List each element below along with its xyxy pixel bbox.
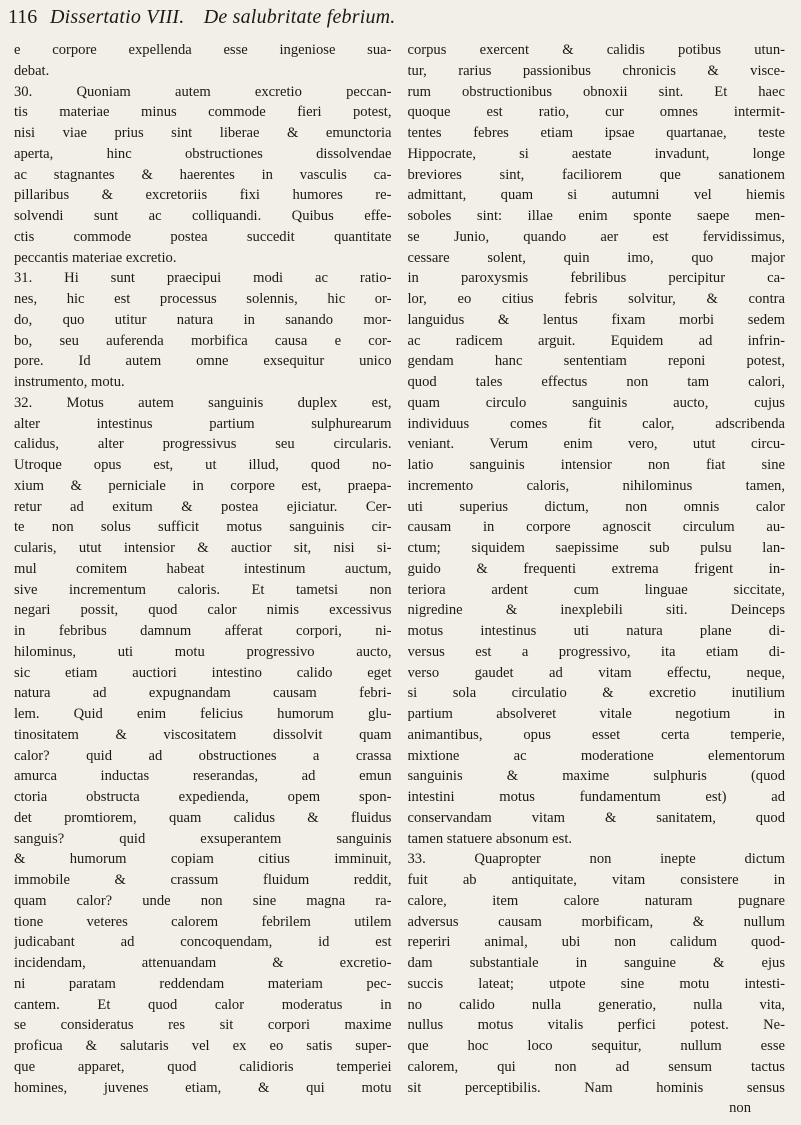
running-title-dissertation: Dissertatio VIII. — [50, 6, 185, 28]
text-line: intestini motus fundamentum est) ad — [407, 789, 785, 805]
text-line: tamen statuere absonum est. — [407, 830, 573, 847]
text-line: si sola circulatio & excretio inutilium — [407, 685, 785, 702]
text-line: lem. Quid enim felicius humorum glu- — [14, 706, 392, 722]
text-line: mul comitem habeat intestinum auctum, — [14, 560, 392, 577]
text-line: soboles sint: illae enim sponte saepe men- — [407, 208, 785, 224]
text-line: 30. Quoniam autem excretio peccan- — [14, 83, 392, 100]
text-line: bo, seu auferenda morbifica causa e cor- — [14, 332, 392, 349]
text-line: succis lateat; utpote sine motu intesti- — [407, 975, 785, 992]
page-number: 116 — [8, 6, 38, 28]
text-line: quoque est ratio, cur omnes intermit- — [407, 104, 785, 121]
text-line: que apparet, quod calidioris temperiei — [14, 1058, 392, 1075]
text-line: se Junio, quando aer est fervidissimus, — [407, 228, 785, 245]
text-line: dam substantiale in sanguine & ejus — [407, 955, 785, 971]
text-line: negari possit, quod calor nimis excessivus — [14, 602, 392, 619]
text-line: rum obstructionibus obnoxii sint. Et haec — [407, 83, 785, 100]
text-columns — [8, 40, 785, 1098]
text-line: lor, eo citius febris solvitur, & contra — [407, 291, 785, 307]
text-line: aperta, hinc obstructiones dissolvendae — [14, 145, 392, 162]
text-line: fuit ab antiquitate, vitam consistere in — [407, 872, 785, 888]
text-line: det promtiorem, quam calidus & fluidus — [14, 809, 392, 826]
text-line: individuus comes fit calor, adscribenda — [407, 415, 785, 432]
text-line: guido & frequenti extrema frigent in- — [407, 560, 785, 577]
text-line: sic etiam auctiori intestino calido eget — [14, 664, 392, 681]
text-line: motus intestinus uti natura plane di- — [407, 623, 785, 639]
text-line: corpus exercent & calidis potibus utun- — [407, 42, 785, 58]
text-line: verso gaudet ad vitam effectu, neque, — [407, 664, 785, 681]
text-line: breviores sint, faciliorem que sanationem — [407, 166, 785, 183]
text-line: reperiri animal, ubi non calidum quod- — [407, 934, 785, 951]
text-line: se consideratus res sit corpori maxime — [14, 1017, 392, 1034]
text-line: sit perceptibilis. Nam hominis sensus — [407, 1079, 785, 1096]
text-line: nes, hic est processus solennis, hic or- — [14, 291, 392, 307]
running-header — [8, 6, 785, 40]
text-line: quam calor? unde non sine magna ra- — [14, 892, 392, 909]
text-line: mixtione ac moderatione elementorum — [407, 747, 785, 764]
text-line: retur ad exitum & postea ejiciatur. Cer- — [14, 498, 392, 515]
text-line: incidendam, attenuandam & excretio- — [14, 955, 392, 971]
text-line: nigredine & inexplebili siti. Deinceps — [407, 602, 785, 619]
text-line: ac stagnantes & haerentes in vasculis ca- — [14, 166, 392, 183]
text-line: ctum; siquidem saepissime sub pulsu lan- — [407, 540, 785, 556]
text-line: solvendi sunt ac colliquandi. Quibus effe- — [14, 208, 392, 224]
text-line: incremento caloris, nihilominus tamen, — [407, 477, 785, 494]
text-line: amurca inductas reserandas, ad emun — [14, 768, 392, 785]
text-line: ac radicem arguit. Equidem ad infrin- — [407, 332, 785, 349]
text-line: teriora ardent cum linguae siccitate, — [407, 581, 785, 598]
catchword: non — [729, 1100, 751, 1117]
text-line: languidus & lentus fixam morbi sedem — [407, 311, 785, 328]
text-line: proficua & salutaris vel ex eo satis super- — [14, 1038, 392, 1054]
text-line: te non solus sufficit motus sanguinis cir- — [14, 519, 392, 536]
text-line: gendam hanc sententiam reponi potest, — [407, 353, 785, 370]
text-line: que hoc loco sequitur, nullum esse — [407, 1038, 785, 1054]
text-line: latio sanguinis intensior non fiat sine — [407, 457, 785, 473]
text-line: alter intestinus partium sulphurearum — [14, 415, 392, 432]
text-line: nisi viae prius sint liberae & emunctoria — [14, 125, 392, 141]
running-title — [42, 6, 396, 29]
text-line: tentes febres etiam ipsae quartanae, teste — [407, 125, 785, 141]
running-title-subject: De salubritate febrium. — [203, 6, 396, 28]
text-line: ctoria obstructa expedienda, opem spon- — [14, 789, 392, 805]
text-line: 32. Motus autem sanguinis duplex est, — [14, 394, 392, 411]
text-line: 31. Hi sunt praecipui modi ac ratio- — [14, 270, 392, 287]
text-line: tur, rarius passionibus chronicis & visce- — [407, 62, 785, 79]
text-line: 33. Quapropter non inepte dictum — [407, 851, 785, 868]
text-line: Hippocrate, si aestate invadunt, longe — [407, 145, 785, 162]
right-column — [398, 40, 786, 1098]
text-line: partium absolveret vitale negotium in — [407, 706, 785, 722]
text-line: calor? quid ad obstructiones a crassa — [14, 747, 392, 764]
text-line: no calido nulla generatio, nulla vita, — [407, 996, 785, 1013]
text-line: Utroque opus est, ut illud, quod no- — [14, 457, 392, 473]
text-line: hilominus, uti motu progressivo aucto, — [14, 643, 392, 660]
text-line: peccantis materiae excretio. — [14, 249, 177, 266]
text-line: homines, juvenes etiam, & qui motu — [14, 1079, 392, 1096]
text-line: calore, item calore naturam pugnare — [407, 892, 785, 909]
text-line: adversus causam morbificam, & nullum — [407, 913, 785, 930]
text-line: ni paratam reddendam materiam pec- — [14, 975, 392, 992]
text-line: tis materiae minus commode fieri potest, — [14, 104, 392, 121]
text-line: conservandam vitam & sanitatem, quod — [407, 809, 785, 826]
text-line: quod tales effectus non tam calori, — [407, 374, 785, 390]
text-line: causam in corpore agnoscit circulum au- — [407, 519, 785, 536]
text-line: admittant, quam si autumni vel hiemis — [407, 187, 785, 204]
text-line: sanguis? quid exsuperantem sanguinis — [14, 830, 392, 847]
text-line: sive incrementum caloris. Et tametsi non — [14, 581, 392, 598]
text-line: ctis commode postea succedit quantitate — [14, 228, 392, 245]
text-line: cularis, utut intensior & auctior sit, nisi si- — [14, 540, 392, 556]
text-line: quam circulo sanguinis aucto, cujus — [407, 394, 785, 411]
text-line: judicabant ad concoquendam, id est — [14, 934, 392, 951]
text-line: animantibus, opus esset certa temperie, — [407, 726, 785, 743]
text-line: do, quo utitur natura in sanando mor- — [14, 311, 392, 328]
text-line: cessare solent, quin imo, quo major — [407, 249, 785, 266]
text-line: e corpore expellenda esse ingeniose sua- — [14, 42, 392, 58]
text-line: veniant. Verum enim vero, utut circu- — [407, 436, 785, 453]
text-line: debat. — [14, 62, 50, 79]
text-line: nullus motus vitalis perfici potest. Ne- — [407, 1017, 785, 1034]
text-line: sanguinis & maxime sulphuris (quod — [407, 768, 785, 785]
text-line: instrumento, motu. — [14, 374, 125, 390]
text-line: tinositatem & viscositatem dissolvit quam — [14, 726, 392, 743]
text-line: immobile & crassum fluidum reddit, — [14, 872, 392, 888]
text-line: in febribus damnum afferat corpori, ni- — [14, 623, 392, 639]
text-line: uti superius dictum, non omnis calor — [407, 498, 785, 515]
text-line: in paroxysmis febrilibus percipitur ca- — [407, 270, 785, 287]
text-line: pore. Id autem omne exsequitur unico — [14, 353, 392, 370]
text-line: tione veteres calorem febrilem utilem — [14, 913, 392, 930]
left-column — [8, 40, 398, 1098]
text-line: calidus, alter progressivus seu circularis. — [14, 436, 392, 453]
text-line: pillaribus & excretoriis fixi humores re- — [14, 187, 392, 204]
text-line: cantem. Et quod calor moderatus in — [14, 996, 392, 1013]
text-line: & humorum copiam citius imminuit, — [14, 851, 392, 868]
text-line: xium & perniciale in corpore est, praepa- — [14, 477, 392, 494]
text-line: versus est a progressivo, ita etiam di- — [407, 643, 785, 660]
text-line: calorem, qui non ad sensum tactus — [407, 1058, 785, 1075]
text-line: natura ad expugnandam causam febri- — [14, 685, 392, 702]
